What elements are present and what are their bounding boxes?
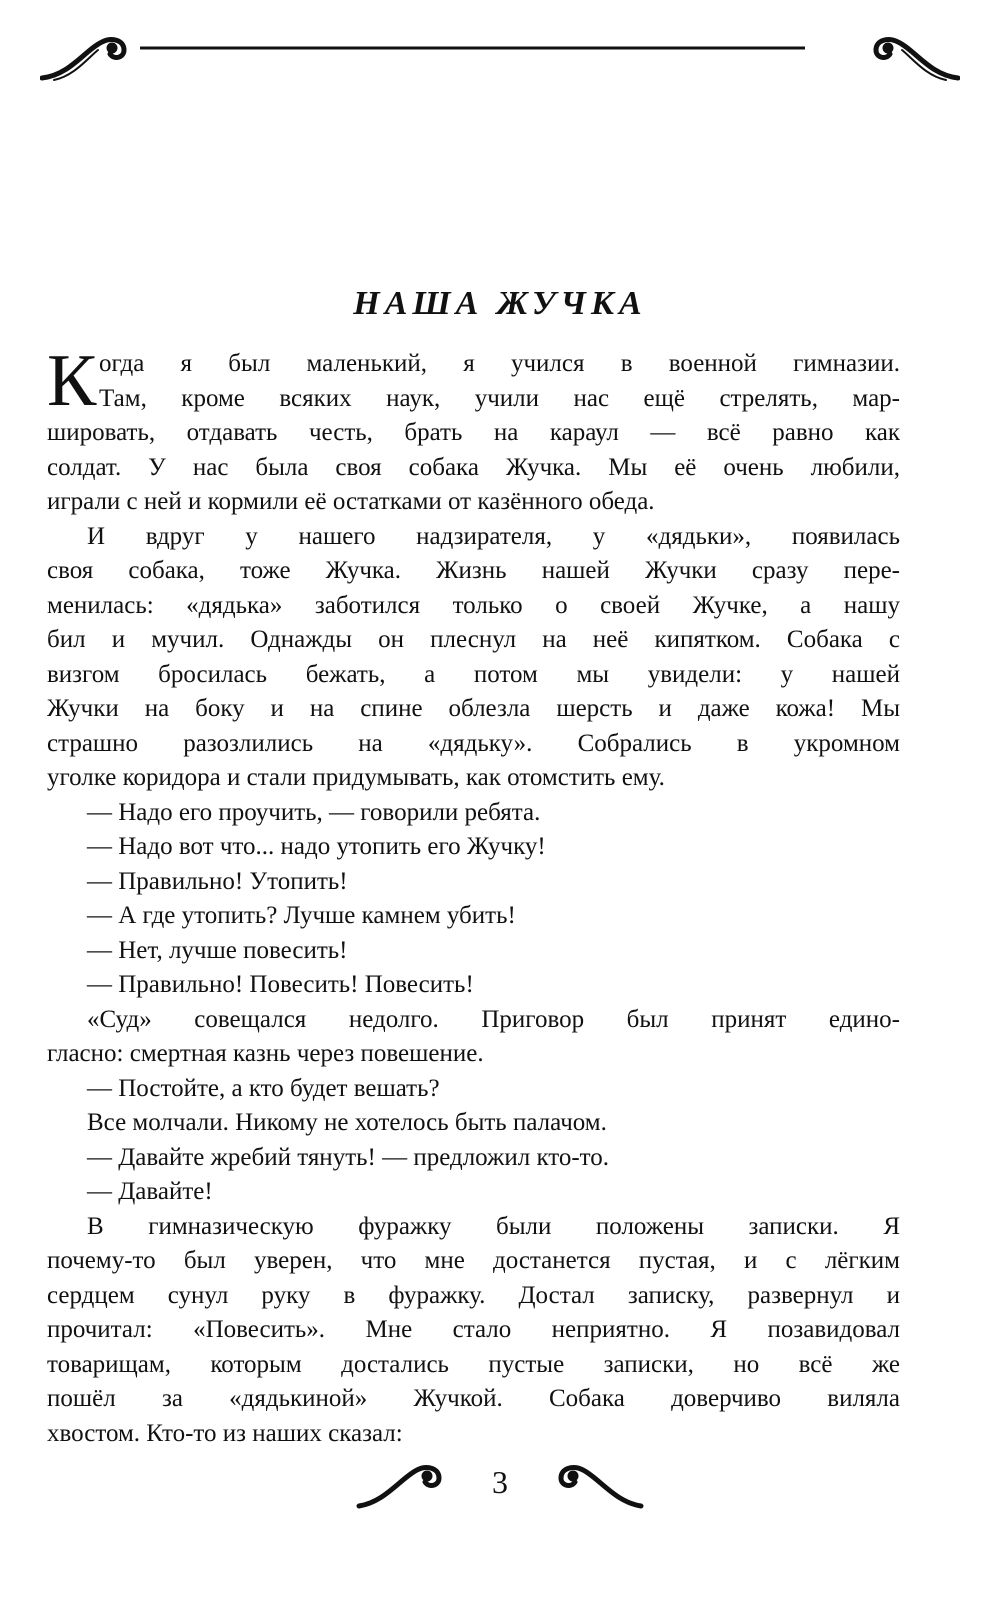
dialogue-line: — А где утопить? Лучше камнем убить! [87,902,516,929]
dialogue-line: — Надо его проучить, — говорили ребята. [87,798,541,826]
text-line: уголке коридора и стали придумывать, как отомстить ему. [47,764,665,791]
text-line: играли с ней и кормили её остатками от казённого обеда. [47,488,655,515]
first-paragraph [47,340,900,422]
text-line: почему-то был уверен, что мне достанется пустая, и с лёгким [47,1247,900,1274]
swirl-right-icon [535,1450,645,1520]
text-line: бил и мучил. Однажды он плеснул на неё кипятком. Собака с [47,626,900,653]
top-ornament-rule [40,20,960,90]
dialogue-line: — Давайте! [87,1178,213,1205]
dialogue-line: — Нет, лучше повесить! [87,936,348,964]
text-line: Все молчали. Никому не хотелось быть палачом. [87,1109,607,1136]
text-line: И вдруг у нашего надзирателя, у «дядьки», появилась [87,522,900,550]
text-line: гласно: смертная казнь через повешение. [47,1040,484,1067]
text-line: менилась: «дядька» заботился только о своей Жучке, а нашу [47,591,900,619]
story-body [47,340,900,1451]
dialogue-line: — Правильно! Повесить! Повесить! [87,971,474,998]
text-line: В гимназическую фуражку были положены записки. Я [87,1212,900,1240]
drop-cap: К [47,340,97,422]
text-line: своя собака, тоже Жучка. Жизнь нашей Жучки сразу пере- [47,557,900,584]
swirl-right-icon [876,40,958,80]
swirl-left-icon [42,40,124,80]
text-line: пошёл за «дядькиной» Жучкой. Собака доверчиво виляла [47,1385,900,1412]
text-line: «Суд» совещался недолго. Приговор был принят едино- [87,1005,900,1033]
dialogue-line: — Постойте, а кто будет вешать? [87,1074,440,1102]
text-line: шировать, отдавать честь, брать на караул — всё равно как [47,419,900,446]
story-title: НАША ЖУЧКА [353,285,647,322]
dialogue-line: — Правильно! Утопить! [87,867,348,895]
text-line: сердцем сунул руку в фуражку. Достал записку, развернул и [47,1281,900,1309]
text-line: прочитал: «Повесить». Мне стало неприятно. Я позавидовал [47,1316,900,1343]
text-line: Там, кроме всяких наук, учили нас ещё стрелять, мар- [99,384,900,412]
dialogue-line: — Надо вот что... надо утопить его Жучку! [87,833,546,860]
dialogue-line: — Давайте жребий тянуть! — предложил кто-то. [87,1143,610,1171]
text-line: визгом бросилась бежать, а потом мы увидели: у нашей [47,660,900,688]
page-number: 3 [492,1464,508,1500]
page-footer [355,1450,645,1520]
text-line: товарищам, которым достались пустые записки, но всё же [47,1350,900,1378]
text-line: огда я был маленький, я учился в военной гимназии. [99,350,900,377]
text-line: хвостом. Кто-то из наших сказал: [47,1419,403,1447]
text-line: Жучки на боку и на спине облезла шерсть и даже кожа! Мы [47,695,900,722]
text-line: страшно разозлились на «дядьку». Собрались в укромном [47,729,900,757]
text-line: солдат. У нас была своя собака Жучка. Мы её очень любили, [47,453,900,481]
